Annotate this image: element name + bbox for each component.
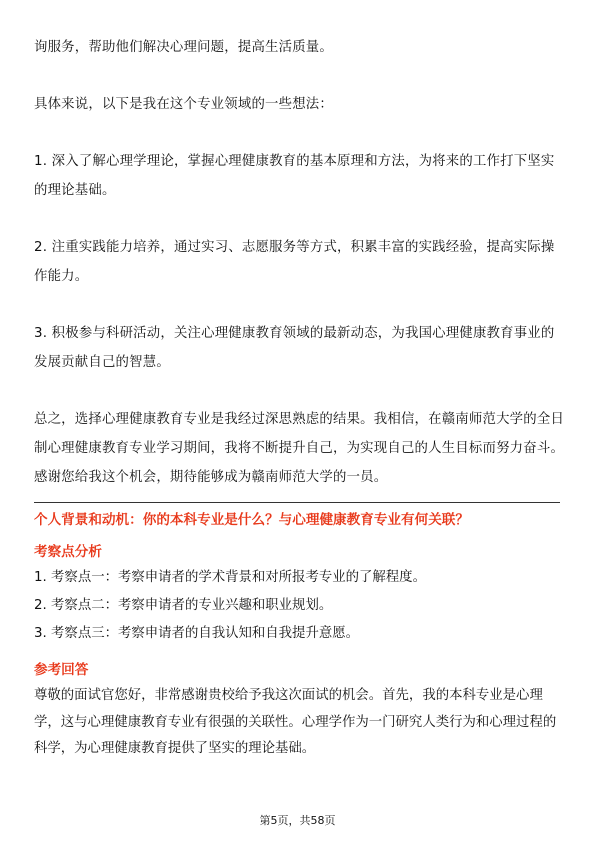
body-paragraph-6: 总之，选择心理健康教育专业是我经过深思熟虑的结果。我相信，在赣南师范大学的全日制心理健康教育专业学习期间，我将不断提升自己，为实现自己的人生目标而努力奋斗。感谢您给我这个机会，期待能够成为赣南师范大学的一员。 <box>34 412 565 485</box>
body-paragraph-5: 3. 积极参与科研活动，关注心理健康教育领域的最新动态，为我国心理健康教育事业的发展贡献自己的智慧。 <box>34 326 555 370</box>
reference-answer-text: 尊敬的面试官您好，非常感谢贵校给予我这次面试的机会。首先，我的本科专业是心理学，这与心理健康教育专业有很强的关联性。心理学作为一门研究人类行为和心理过程的科学，为心理健康教育提供了坚实的理论基础。 <box>34 688 557 756</box>
analysis-point-2: 2. 考察点二：考察申请者的专业兴趣和职业规划。 <box>34 598 333 613</box>
analysis-heading: 考察点分析 <box>34 544 102 560</box>
body-paragraph-4: 2. 注重实践能力培养，通过实习、志愿服务等方式，积累丰富的实践经验，提高实际操作能力。 <box>34 240 555 284</box>
page-number: 第5页，共58页 <box>259 814 336 827</box>
body-paragraph-3: 1. 深入了解心理学理论，掌握心理健康教育的基本原理和方法，为将来的工作打下坚实的理论基础。 <box>34 154 555 198</box>
analysis-point-1: 1. 考察点一：考察申请者的学术背景和对所报考专业的了解程度。 <box>34 570 426 585</box>
section-divider <box>34 502 560 503</box>
interview-question: 个人背景和动机：你的本科专业是什么？与心理健康教育专业有何关联？ <box>34 512 469 528</box>
body-paragraph-2: 具体来说，以下是我在这个专业领域的一些想法： <box>34 97 333 112</box>
reference-answer-heading: 参考回答 <box>34 662 89 678</box>
body-paragraph-1: 询服务，帮助他们解决心理问题，提高生活质量。 <box>34 40 333 55</box>
analysis-point-3: 3. 考察点三：考察申请者的自我认知和自我提升意愿。 <box>34 626 360 641</box>
